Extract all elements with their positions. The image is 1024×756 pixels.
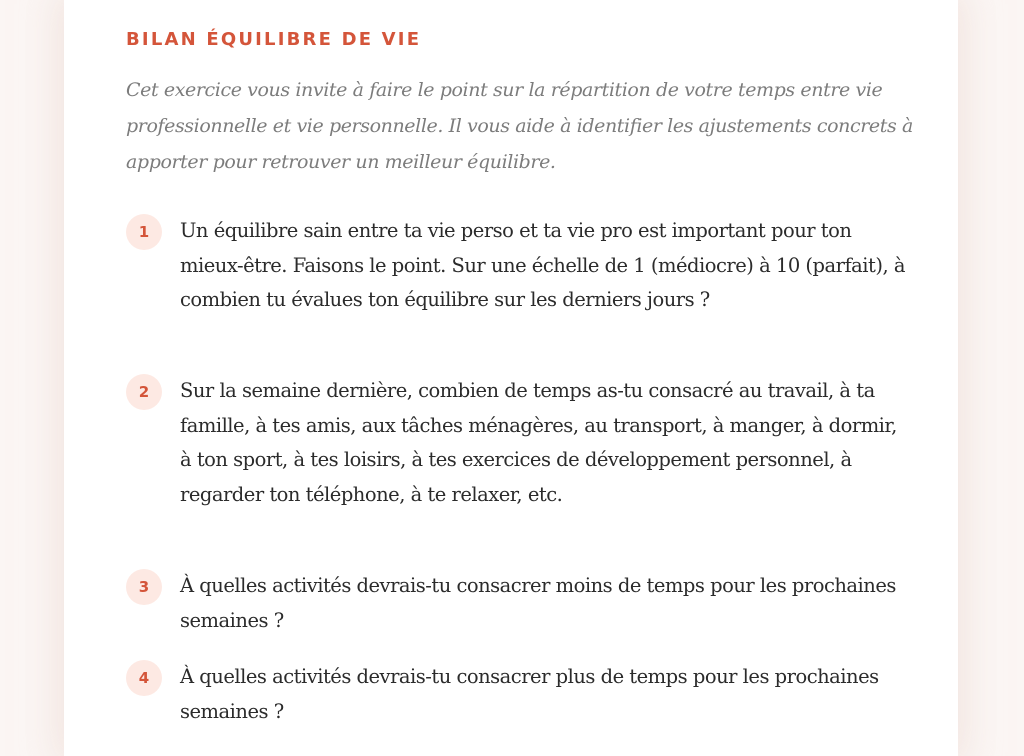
exercise-intro: Cet exercice vous invite à faire le point sur la répartition de votre temps entre vie professionnelle et vie personnelle. Il vous aide à identifier les ajustements concrets à apporter pour retrouver un meilleur équilibre.	[126, 79, 913, 173]
question-number-badge: 2	[126, 374, 162, 410]
question-number-badge: 3	[126, 569, 162, 605]
question-text: À quelles activités devrais-tu consacrer plus de temps pour les prochaines semaines ?	[180, 665, 879, 723]
question-text: Un équilibre sain entre ta vie perso et ta vie pro est important pour ton mieux-être. Faisons le point. Sur une échelle de 1 (médiocre) à 10 (parfait), à combien tu évalues ton équilibre sur les derniers jours ?	[180, 219, 906, 311]
question-number-badge: 1	[126, 214, 162, 250]
exercise-card	[64, 0, 958, 756]
question-number-badge: 4	[126, 660, 162, 696]
question-text: À quelles activités devrais-tu consacrer moins de temps pour les prochaines semaines ?	[180, 574, 896, 632]
exercise-title: BILAN ÉQUILIBRE DE VIE	[126, 29, 422, 50]
question-text: Sur la semaine dernière, combien de temps as-tu consacré au travail, à ta famille, à tes amis, aux tâches ménagères, au transport, à manger, à dormir, à ton sport, à tes loisirs, à tes exercices de développement personnel, à regarder ton téléphone, à te relaxer, etc.	[180, 379, 897, 506]
